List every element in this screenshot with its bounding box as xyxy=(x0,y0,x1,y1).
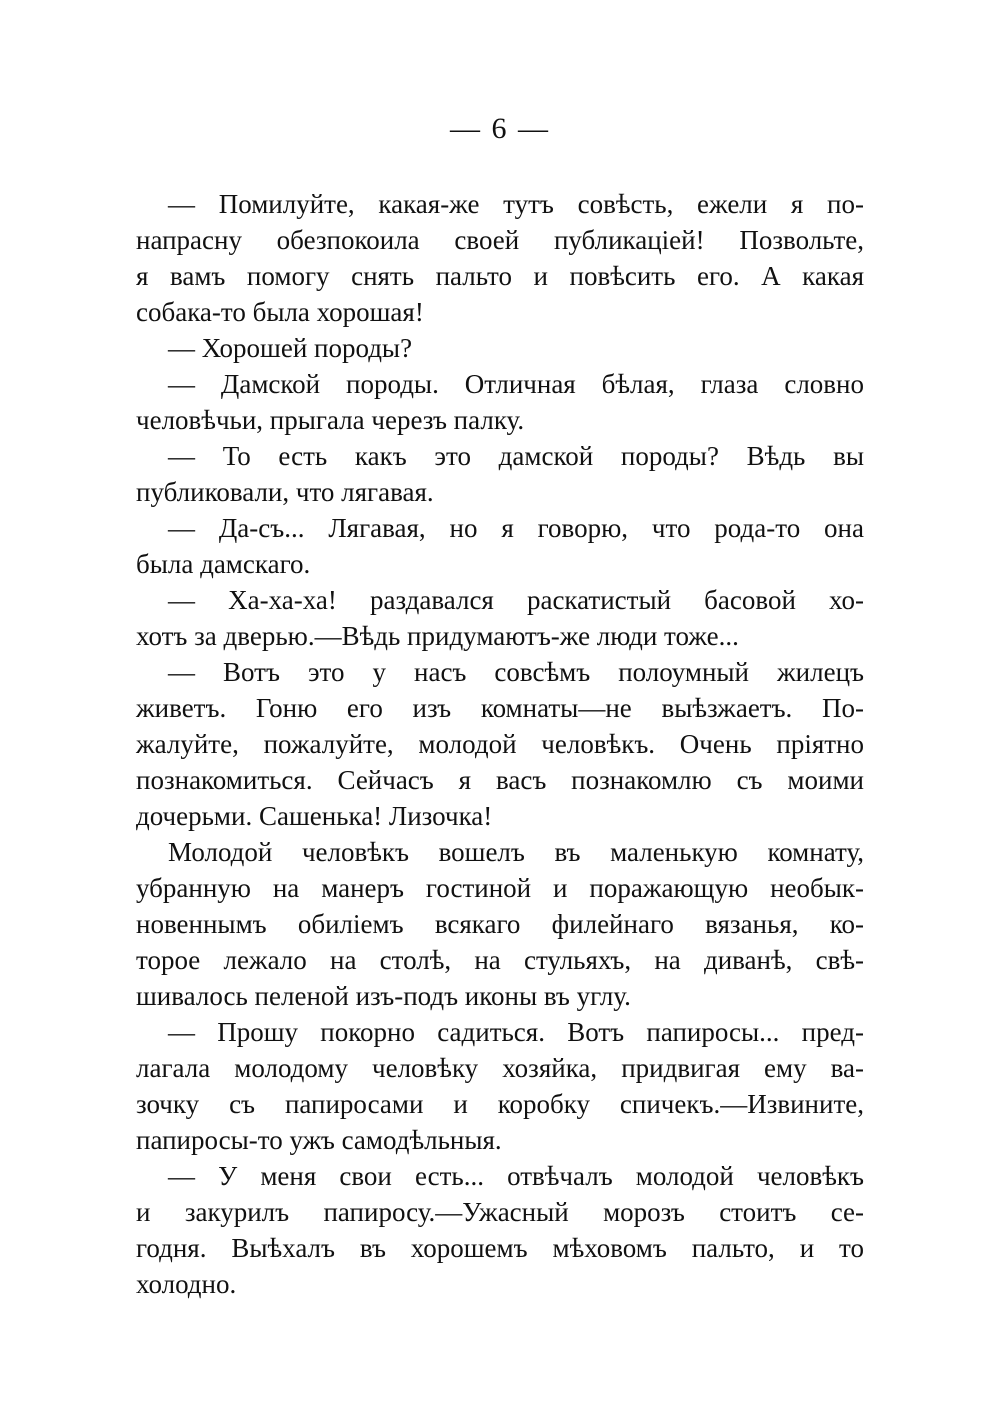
page-number: — 6 — xyxy=(450,112,550,145)
paragraph xyxy=(136,654,864,834)
text-line: холодно. xyxy=(136,1269,237,1299)
text-line: — То есть какъ это дамской породы? Вѣдь вы xyxy=(168,441,864,471)
text-line: — Помилуйте, какая-же тутъ совѣсть, ежели я по- xyxy=(168,189,864,219)
body-text xyxy=(136,186,864,1302)
text-line: — Вотъ это у насъ совсѣмъ полоумный жилецъ xyxy=(168,657,864,687)
paragraph xyxy=(136,1014,864,1158)
text-line: — У меня свои есть... отвѣчалъ молодой человѣкъ xyxy=(168,1161,864,1191)
text-line: — Дамской породы. Отличная бѣлая, глаза словно xyxy=(168,369,864,399)
text-line: лагала молодому человѣку хозяйка, придвигая ему ва- xyxy=(136,1053,864,1083)
text-line: — Ха-ха-ха! раздавался раскатистый басовой хо- xyxy=(168,585,864,615)
text-line: — Хорошей породы? xyxy=(168,333,413,363)
text-line: — Да-съ... Лягавая, но я говорю, что рода-то она xyxy=(168,513,864,543)
text-line: хотъ за дверью.—Вѣдь придумаютъ-же люди тоже... xyxy=(136,621,739,651)
text-line: напрасну обезпокоила своей публикаціей! Позвольте, xyxy=(136,225,864,255)
text-line: торое лежало на столѣ, на стульяхъ, на диванѣ, свѣ- xyxy=(136,945,864,975)
text-line: я вамъ помогу снять пальто и повѣсить его. А какая xyxy=(136,261,864,291)
paragraph xyxy=(136,186,864,330)
text-line: была дамскаго. xyxy=(136,549,311,579)
text-line: дочерьми. Сашенька! Лизочка! xyxy=(136,801,493,831)
text-line: познакомиться. Сейчасъ я васъ познакомлю съ моими xyxy=(136,765,864,795)
paragraph xyxy=(136,510,864,582)
text-line: человѣчьи, прыгала черезъ палку. xyxy=(136,405,525,435)
text-line: шивалось пеленой изъ-подъ иконы въ углу. xyxy=(136,981,631,1011)
text-line: публиковали, что лягавая. xyxy=(136,477,434,507)
text-line: новеннымъ обиліемъ всякаго филейнаго вязанья, ко- xyxy=(136,909,864,939)
text-line: папиросы-то ужъ самодѣльныя. xyxy=(136,1125,502,1155)
text-line: годня. Выѣхалъ въ хорошемъ мѣховомъ пальто, и то xyxy=(136,1233,864,1263)
text-line: и закурилъ папиросу.—Ужасный морозъ стоитъ се- xyxy=(136,1197,864,1227)
paragraph xyxy=(136,366,864,438)
paragraph xyxy=(136,330,864,366)
paragraph xyxy=(136,834,864,1014)
text-line: жалуйте, пожалуйте, молодой человѣкъ. Очень пріятно xyxy=(136,729,864,759)
text-line: собака-то была хорошая! xyxy=(136,297,424,327)
text-line: живетъ. Гоню его изъ комнаты—не выѣзжаетъ. По- xyxy=(136,693,864,723)
paragraph xyxy=(136,582,864,654)
text-line: — Прошу покорно садиться. Вотъ папиросы... пред- xyxy=(168,1017,864,1047)
text-line: Молодой человѣкъ вошелъ въ маленькую комнату, xyxy=(168,837,864,867)
text-line: зочку съ папиросами и коробку спичекъ.—Извините, xyxy=(136,1089,864,1119)
text-line: убранную на манеръ гостиной и поражающую необык- xyxy=(136,873,864,903)
paragraph xyxy=(136,438,864,510)
paragraph xyxy=(136,1158,864,1302)
